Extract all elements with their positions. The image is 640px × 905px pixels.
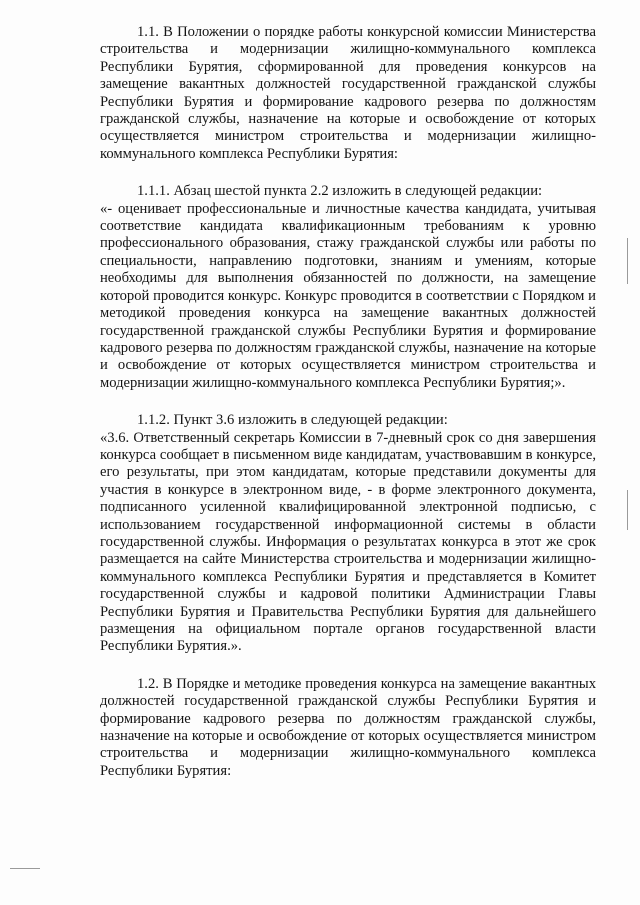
scan-artifact-mark (627, 238, 628, 284)
paragraph-1-2: 1.2. В Порядке и методике проведения конкурса на замещение вакантных должностей государственной гражданской службы Республики Бурятия и формирование кадрового резерва по должностям гражданской службы, назначение на которые и освобождение от которых осуществляется министром строительства и модернизации жилищно-коммунального комплекса Республики Бурятия: (100, 675, 596, 779)
paragraph-gap (100, 392, 596, 412)
paragraph-gap (100, 656, 596, 676)
paragraph-1-1-1-heading: 1.1.1. Абзац шестой пункта 2.2 изложить в следующей редакции: (137, 183, 543, 200)
paragraph-1-1: 1.1. В Положении о порядке работы конкурсной комиссии Министерства строительства и модернизации жилищно-коммунального комплекса Республики Бурятия, сформированной для проведения конкурсов на замещение вакантных должностей государственной гражданской службы Республики Бурятия и формирование кадрового резерва по должностям гражданской службы, назначение на которые и освобождение от которых осуществляется министром строительства и модернизации жилищно-коммунального комплекса Республики Бурятия: (100, 24, 596, 162)
paragraph-gap (100, 163, 596, 183)
scan-artifact-mark (627, 490, 628, 530)
document-body (100, 24, 596, 780)
paragraph-1-1-2-body: «3.6. Ответственный секретарь Комиссии в 7-дневный срок со дня завершения конкурса сообщает в письменном виде кандидатам, участвовавшим в конкурсе, его результаты, при этом кандидатам, которые представили документы для участия в конкурсе в электронном виде, - в форме электронного документа, подписанного усиленной квалифицированной электронной подписью, с использованием государственной информационной системы в области государственной службы. Информация о результатах конкурса в этот же срок размещается на сайте Министерства строительства и модернизации жилищно-коммунального комплекса Республики Бурятия и представляется в Комитет государственной службы и кадровой политики Администрации Главы Республики Бурятия и Правительства Республики Бурятия для дальнейшего размещения на официальном портале органов государственной власти Республики Бурятия.». (100, 429, 596, 655)
paragraph-1-1-1-body: «- оценивает профессиональные и личностные качества кандидата, учитывая соответствие кандидата квалификационным требованиям к уровню профессионального образования, стажу гражданской службы или работы по специальности, направлению подготовки, знаниям и умениям, которые необходимы для выполнения обязанностей по должности, на замещение которой проводится конкурс. Конкурс проводится в соответствии с Порядком и методикой проведения конкурса на замещение вакантных должностей государственной гражданской службы Республики Бурятия и формирование кадрового резерва по должностям гражданской службы, назначение на которые и освобождение от которых осуществляется министром строительства и модернизации жилищно-коммунального комплекса Республики Бурятия;». (100, 200, 596, 391)
scan-artifact-line (10, 868, 40, 869)
paragraph-1-1-2-heading: 1.1.2. Пункт 3.6 изложить в следующей редакции: (137, 412, 448, 429)
